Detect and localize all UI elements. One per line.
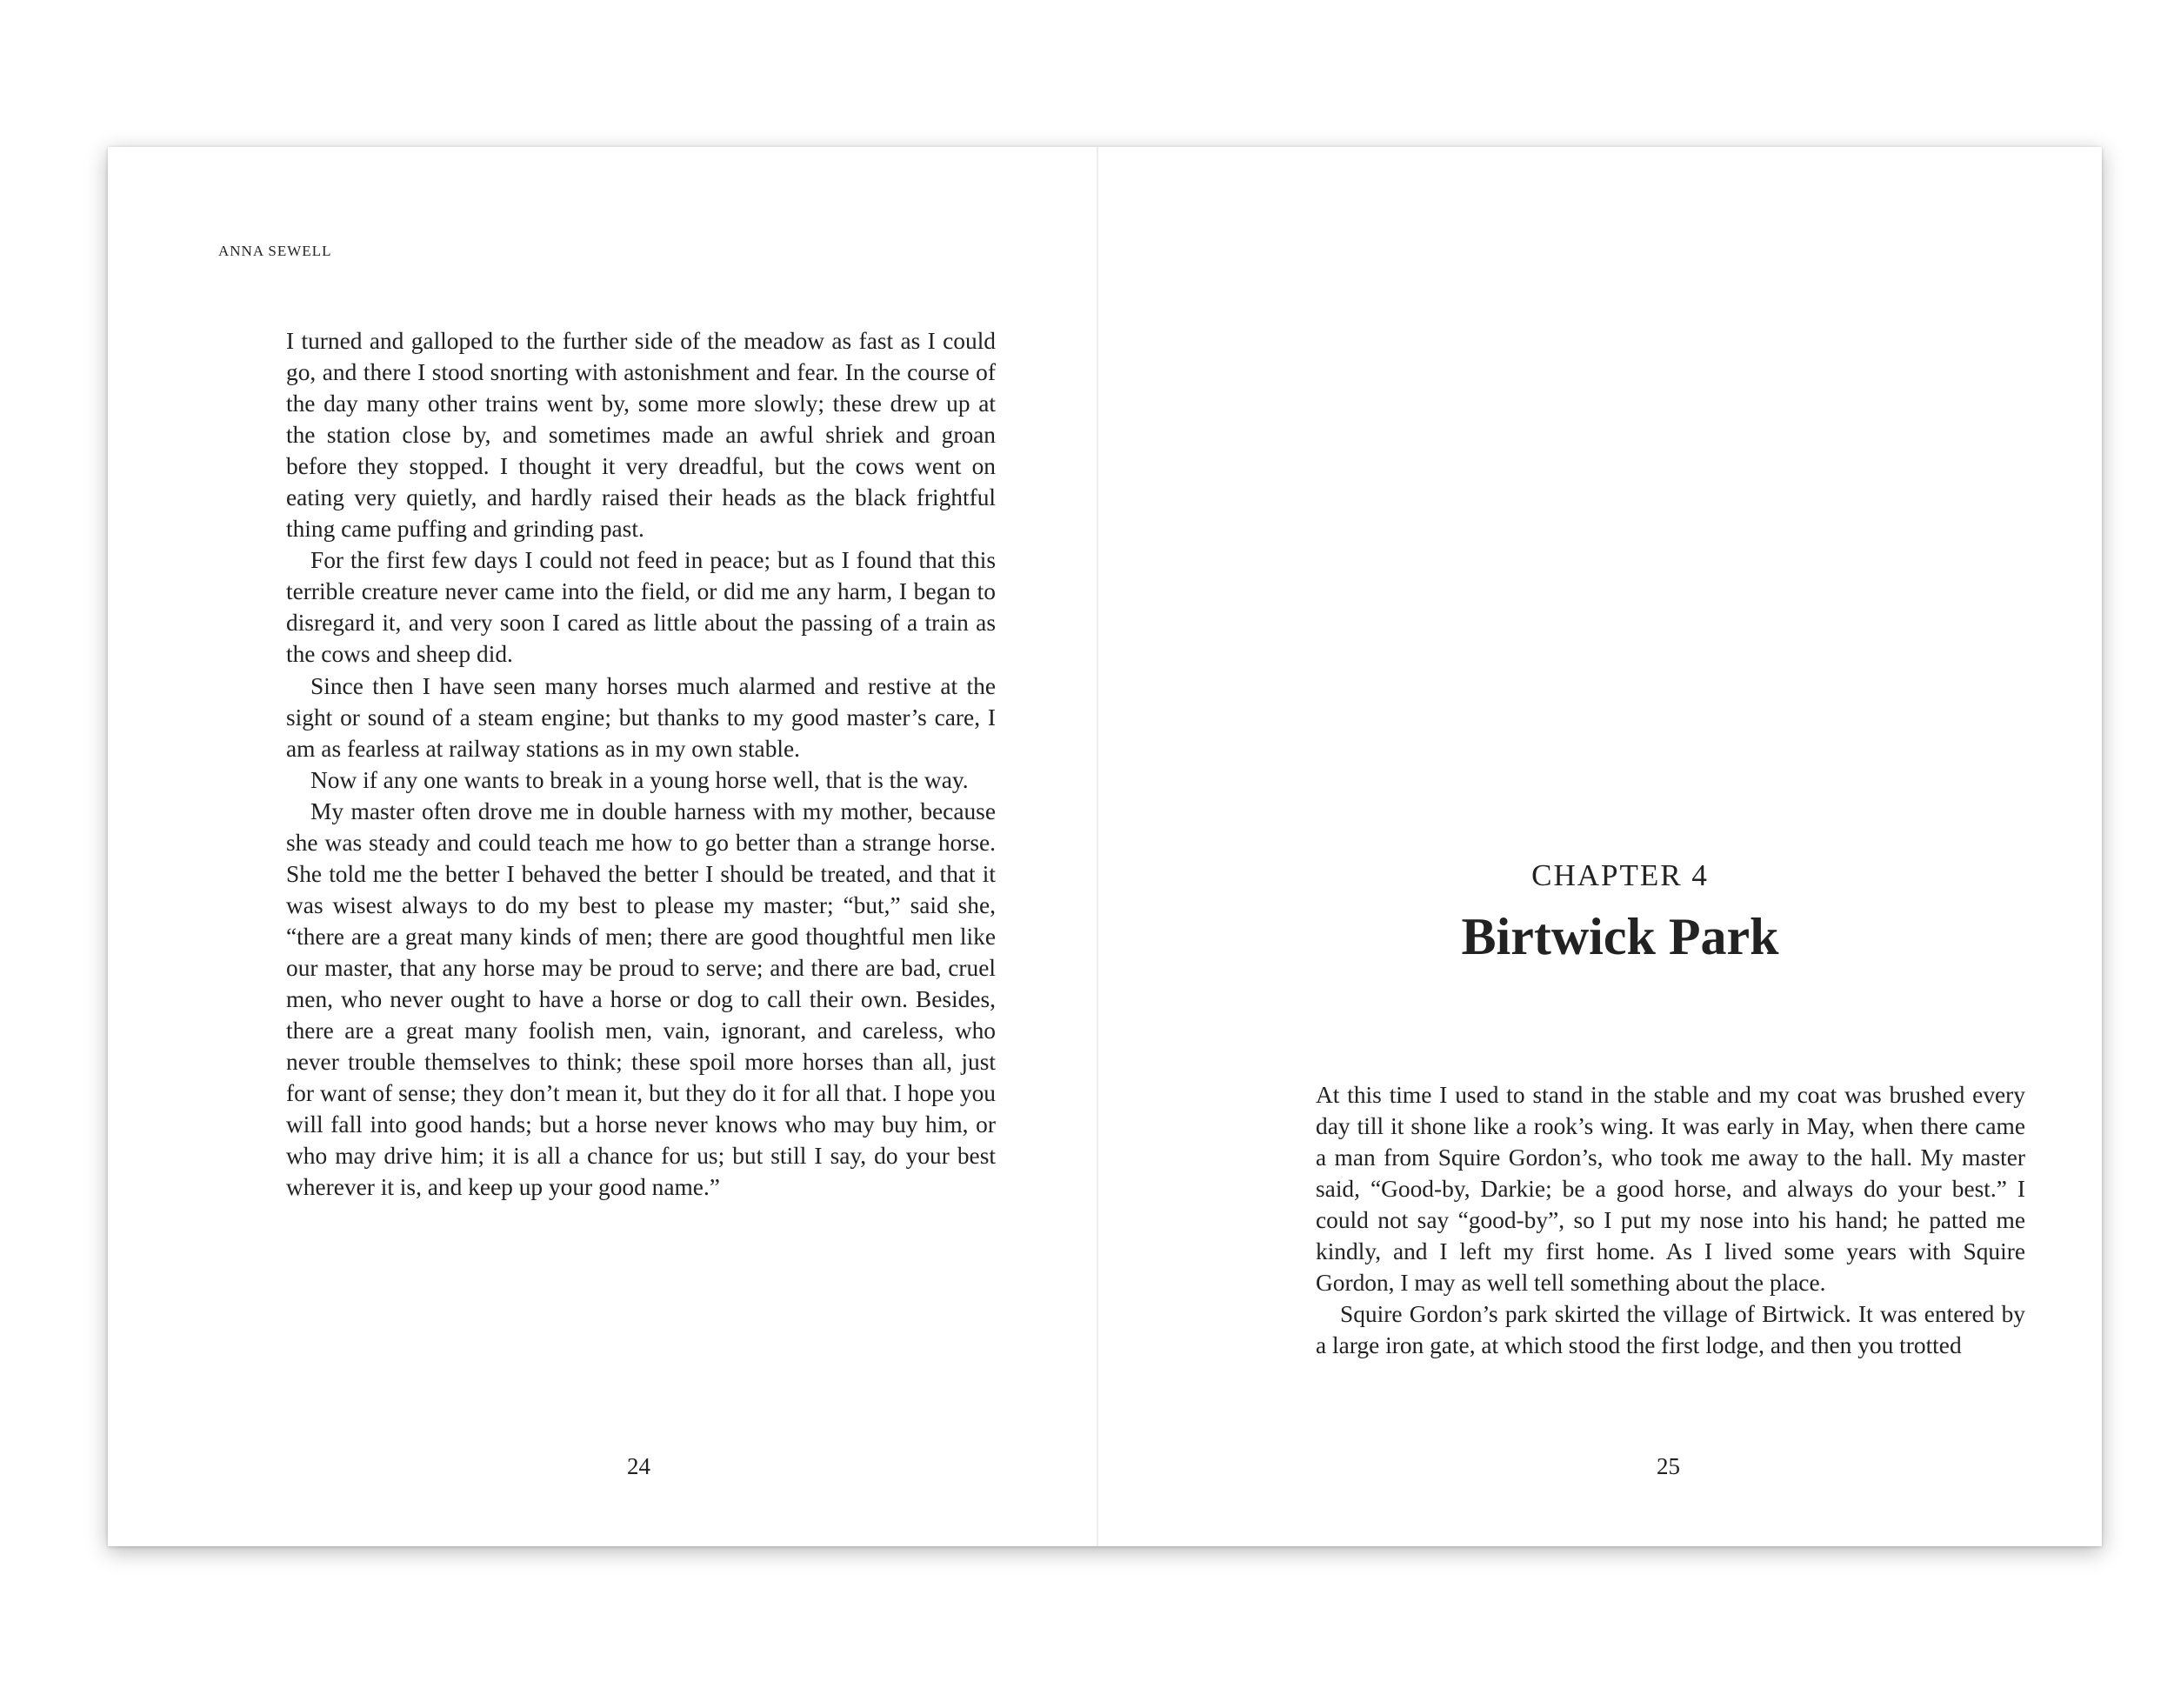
left-page	[108, 147, 1097, 1546]
chapter-label: CHAPTER 4	[1531, 858, 1709, 892]
running-head-author: ANNA SEWELL	[218, 243, 332, 259]
paragraph: For the first few days I could not feed in peace; but as I found that this terrible creature never came into the field, or did me any harm, I began to disregard it, and very soon I cared as little about the passing of a train as the cows and sheep did.	[286, 547, 996, 668]
page-number-right: 25	[1657, 1453, 1680, 1479]
page-number-left: 24	[627, 1453, 650, 1479]
paragraph: Now if any one wants to break in a young horse well, that is the way.	[310, 766, 969, 793]
paragraph: At this time I used to stand in the stable and my coat was brushed every day till it shone like a rook’s wing. It was early in May, when there came a man from Squire Gordon’s, who took me away to the hall. My master said, “Good-by, Darkie; be a good horse, and always do your best.” I could not say “good-by”, so I put my nose into his hand; he patted me kindly, and I left my first home. As I lived some years with Squire Gordon, I may as well tell something about the place.	[1316, 1082, 2025, 1297]
paragraph: Since then I have seen many horses much alarmed and restive at the sight or sound of a steam engine; but thanks to my good master’s care, I am as fearless at railway stations as in my own stable.	[286, 672, 996, 762]
paragraph: I turned and galloped to the further side of the meadow as fast as I could go, and there I stood snorting with astonishment and fear. In the course of the day many other trains went by, some more slowly; these drew up at the station close by, and sometimes made an awful shriek and groan before they stopped. I thought it very dreadful, but the cows went on eating very quietly, and hardly raised their heads as the black frightful thing came puffing and grinding past.	[286, 328, 996, 543]
right-body-text	[1316, 1079, 2025, 1361]
paragraph: My master often drove me in double harness with my mother, because she was steady and could teach me how to go better than a strange horse. She told me the better I behaved the better I should be treated, and that it was wisest always to do my best to please my master; “but,” said she, “there are a great many kinds of men; there are good thoughtful men like our master, that any horse may be proud to serve; and there are bad, cruel men, who never ought to have a horse or dog to call their own. Besides, there are a great many foolish men, vain, ignorant, and careless, who never trouble themselves to think; these spoil more horses than all, just for want of sense; they don’t mean it, but they do it for all that. I hope you will fall into good hands; but a horse never knows who may buy him, or who may drive him; it is all a chance for us; but still I say, do your best wherever it is, and keep up your good name.”	[286, 797, 996, 1201]
left-body-text	[286, 325, 996, 1203]
book-spread	[108, 147, 2102, 1546]
paragraph: Squire Gordon’s park skirted the village of Birtwick. It was entered by a large iron gate, at which stood the first lodge, and then you trotted	[1316, 1301, 2025, 1359]
chapter-title: Birtwick Park	[1461, 908, 1779, 965]
right-page	[1098, 147, 2102, 1546]
